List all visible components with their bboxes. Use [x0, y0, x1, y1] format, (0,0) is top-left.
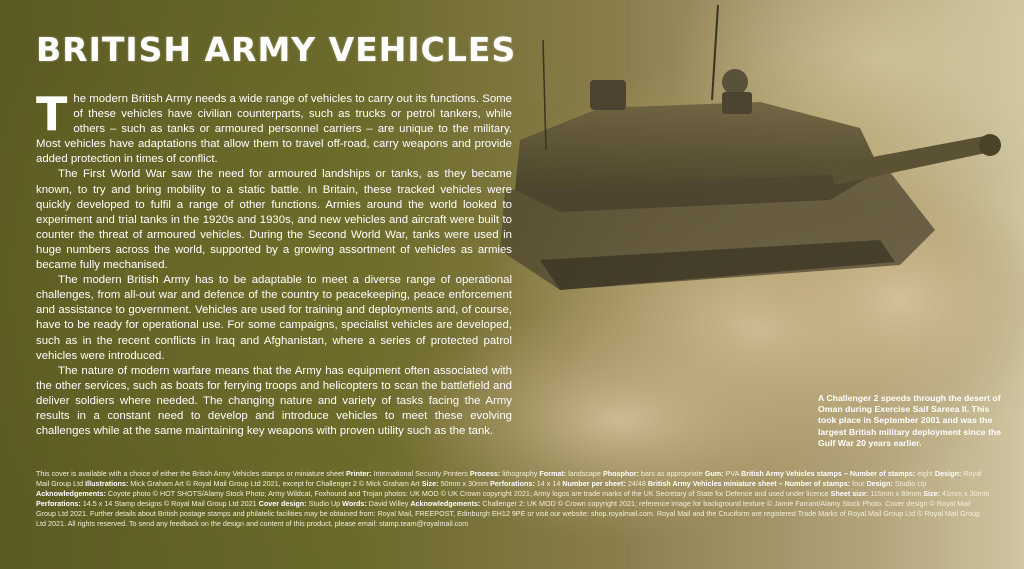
cover-acknowledgements-label: Acknowledgements:	[410, 498, 481, 508]
sheet-size-label: Sheet size:	[830, 488, 869, 498]
process-label: Process:	[469, 469, 501, 478]
design-label: Design:	[934, 469, 962, 478]
process-value: lithography	[502, 469, 538, 478]
acknowledgements-label: Acknowledgements:	[36, 488, 106, 498]
ms-perforations-label: Perforations:	[36, 498, 81, 508]
info-lead: This cover is available with a choice of either the British Army Vehicles stamps or miniature sheet	[36, 469, 344, 478]
technical-details	[36, 469, 990, 528]
printer-label: Printer:	[346, 469, 372, 478]
paragraph-1-text: he modern British Army needs a wide range of vehicles to carry out its functions. Some of these vehicles have civilian counterparts, such as trucks or petrol tankers, while others – such as tanks or armoured personnel carriers – are unique to the military. Most vehicles have adaptations that allow them to travel off-road, carry weapons and provide added protection in times of conflict.	[36, 93, 512, 166]
article-body	[36, 87, 512, 439]
cover-acknowledgements-value: Challenger 2: UK MOD © Crown copyright 2021; reference image for background texture © Jamie Farrant/Alamy Stock Photo. Cover design © Royal Mail Group Ltd 2021. Further details about British postage stamps and philatelic facilities may be obtained from: Royal Mail, FREEPOST, Edinburgh EH12 9PE or visit our website: shop.royalmail.com. Royal Mail and the Cruciform are registered Trade Marks of Royal Mail Group Ltd © Royal Mail Group Ltd 2021. All rights reserved. To send any feedback on the design and content of this product, please email: stamp.team@royalmail.com	[36, 498, 981, 528]
ms-size-value: 41mm x 30mm	[942, 488, 990, 498]
illustrations-value: Mick Graham Art © Royal Mail Group Ltd 2021, except for Challenger 2 © Mick Graham Art	[130, 478, 420, 488]
acknowledgements-value: Coyote photo © HOT SHOTS/Alamy Stock Photo; Army Wildcat, Foxhound and Trojan photos: UK MOD © UK Crown copyright 2021; Army logos are trade marks of the UK Secretary of State for Defence and used under licence	[107, 488, 829, 498]
paragraph-1	[36, 87, 512, 167]
ms-perforations-value: 14.5 x 14	[82, 498, 113, 508]
size-label: Size:	[421, 478, 439, 488]
design-value: Royal Mail Group Ltd	[36, 469, 982, 488]
perforations-label: Perforations:	[490, 478, 535, 488]
per-sheet-value: 24/48	[627, 478, 646, 488]
illustrations-label: Illustrations:	[85, 478, 129, 488]
words-label: Words:	[342, 498, 367, 508]
drop-cap: T	[36, 87, 68, 141]
miniature-sheet-label: British Army Vehicles miniature sheet – Number of stamps:	[647, 478, 851, 488]
gum-value: PVA	[725, 469, 740, 478]
miniature-sheet-value: four	[852, 478, 865, 488]
paragraph-3: The modern British Army has to be adaptable to meet a diverse range of operational challenges, from all-out war and defence of the country to peacekeeping, peace enforcement and assistance to government. Vehicles are used for training and deployments and, of course, have to be ready for operational use. For some campaigns, specialist vehicles are developed, such as in the recent conflicts in Iraq and Afghanistan, where a series of protected patrol vehicles were introduced.	[36, 274, 512, 362]
words-value: David Willey	[368, 498, 409, 508]
perforations-value: 14 x 14	[536, 478, 561, 488]
cover-design-value: Studio Up	[308, 498, 341, 508]
stamps-value: eight	[917, 469, 933, 478]
phosphor-value: bars as appropriate	[640, 469, 703, 478]
per-sheet-label: Number per sheet:	[562, 478, 626, 488]
photo-caption: A Challenger 2 speeds through the desert of Oman during Exercise Saif Sareea II. This took place in September 2001 and was the largest British military deployment since the Gulf War 20 years earlier.	[818, 393, 1001, 448]
cover-design-label: Cover design:	[258, 498, 307, 508]
page-title: BRITISH ARMY VEHICLES	[36, 30, 517, 69]
format-label: Format:	[539, 469, 567, 478]
size-value: 50mm x 30mm	[440, 478, 489, 488]
ms-design-value: Studio Up	[894, 478, 927, 488]
printer-value: International Security Printers	[373, 469, 468, 478]
paragraph-2: The First World War saw the need for armoured landships or tanks, as they became known, to try and bring mobility to a static battle. In Britain, these tracked vehicles were quickly developed to fulfil a range of other functions. Armies around the world looked to experiment and trial tanks in the 1920s and 1930s, and new vehicles and aircraft were built to counter the threat of armoured vehicles. During the Second World War, tanks were used in huge numbers across the world, supported by a growing assortment of vehicles as armies became fully mechanised.	[36, 168, 512, 272]
format-value: landscape	[568, 469, 601, 478]
ms-size-label: Size:	[923, 488, 941, 498]
ms-design-label: Design:	[866, 478, 893, 488]
sheet-size-value: 115mm x 89mm	[870, 488, 922, 498]
gum-label: Gum:	[704, 469, 724, 478]
paragraph-4: The nature of modern warfare means that the Army has equipment often associated with the other services, such as boats for ferrying troops and helicopters to scan the battlefield and deliver soldiers where needed. The changing nature and variety of tasks facing the Army results in a constant need to develop and introduce vehicles to meet these evolving challenges while at the same maintaining key weapons with proven utility such as the tank.	[36, 364, 512, 438]
stamp-designs-credit: Stamp designs © Royal Mail Group Ltd 2021	[114, 498, 257, 508]
phosphor-label: Phosphor:	[602, 469, 639, 478]
stamps-label: British Army Vehicles stamps – Number of stamps:	[741, 469, 916, 478]
